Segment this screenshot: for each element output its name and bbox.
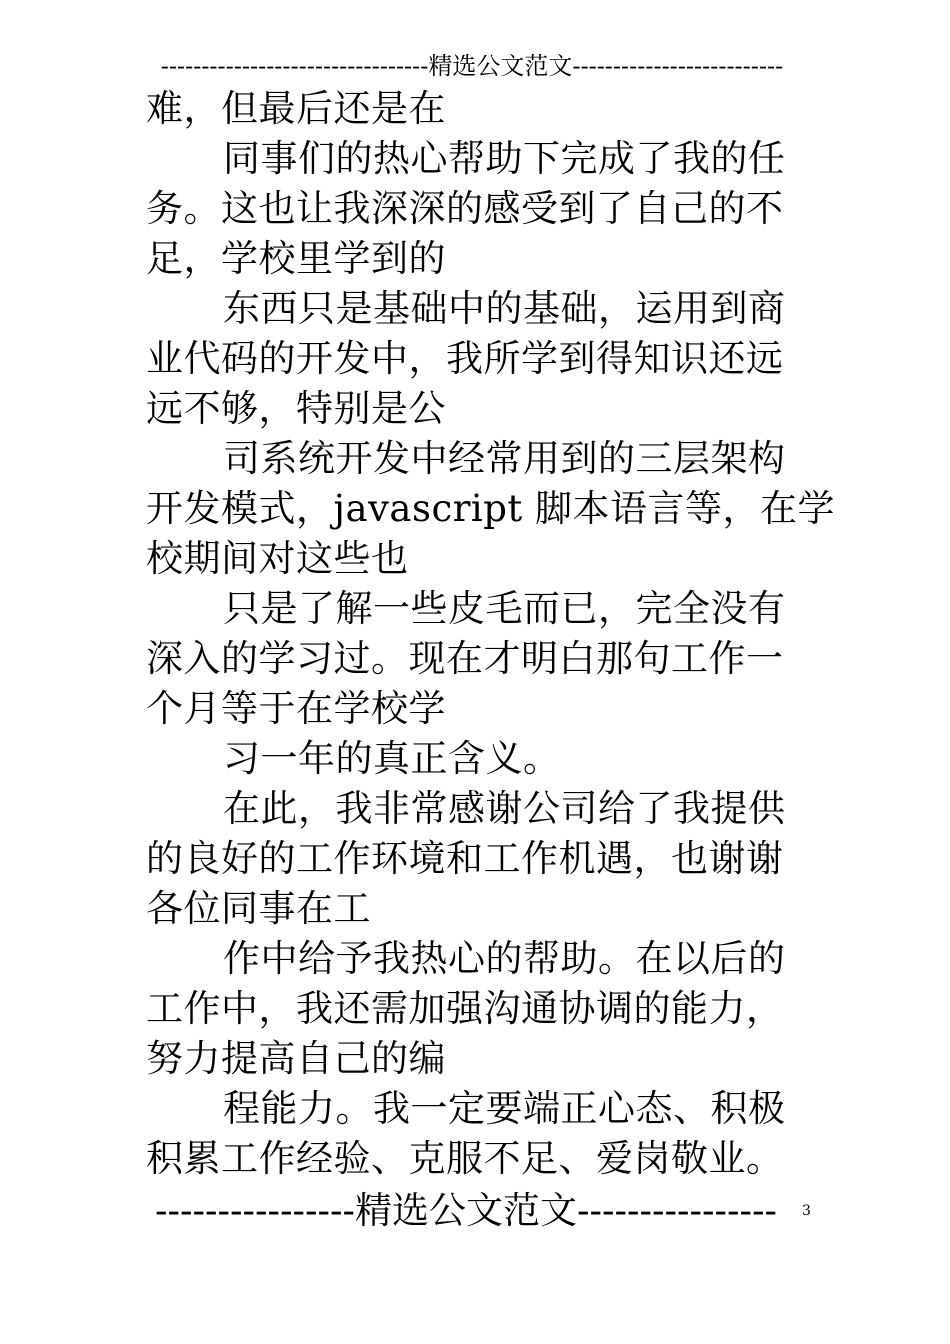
text-line: 积累工作经验、克服不足、爱岗敬业。 — [146, 1137, 784, 1180]
text-line: 个月等于在学校学 — [146, 687, 446, 730]
text-line: 难，但最后还是在 — [146, 87, 446, 130]
text-line: 作中给予我热心的帮助。在以后的 — [223, 937, 786, 980]
text-line: 在此，我非常感谢公司给了我提供 — [223, 787, 786, 830]
text-line: 开发模式，javascript 脚本语言等，在学 — [146, 487, 836, 530]
text-line: 务。这也让我深深的感受到了自己的不 — [146, 187, 784, 230]
text-line: 业代码的开发中，我所学到得知识还远 — [146, 337, 784, 380]
text-line: 程能力。我一定要端正心态、积极 — [223, 1087, 786, 1130]
text-line: 远不够，特别是公 — [146, 387, 446, 430]
text-line: 习一年的真正含义。 — [223, 737, 561, 780]
page-footer: ----------------精选公文范文---------------- — [154, 1189, 778, 1232]
text-line: 足，学校里学到的 — [146, 237, 446, 280]
text-line: 东西只是基础中的基础，运用到商 — [223, 287, 786, 330]
text-line: 的良好的工作环境和工作机遇，也谢谢 — [146, 837, 784, 880]
text-line: 各位同事在工 — [146, 887, 371, 930]
text-line: 校期间对这些也 — [146, 537, 409, 580]
text-line: 努力提高自己的编 — [146, 1037, 446, 1080]
page-header: ---------------------------------精选公文范文-------------------------- — [160, 52, 784, 80]
text-line: 工作中，我还需加强沟通协调的能力， — [146, 987, 784, 1030]
text-line: 深入的学习过。现在才明白那句工作一 — [146, 637, 784, 680]
document-body — [146, 84, 836, 1184]
text-line: 同事们的热心帮助下完成了我的任 — [223, 137, 786, 180]
page-number: 3 — [802, 1203, 811, 1219]
text-line: 只是了解一些皮毛而已，完全没有 — [223, 587, 786, 630]
text-line: 司系统开发中经常用到的三层架构 — [223, 437, 786, 480]
